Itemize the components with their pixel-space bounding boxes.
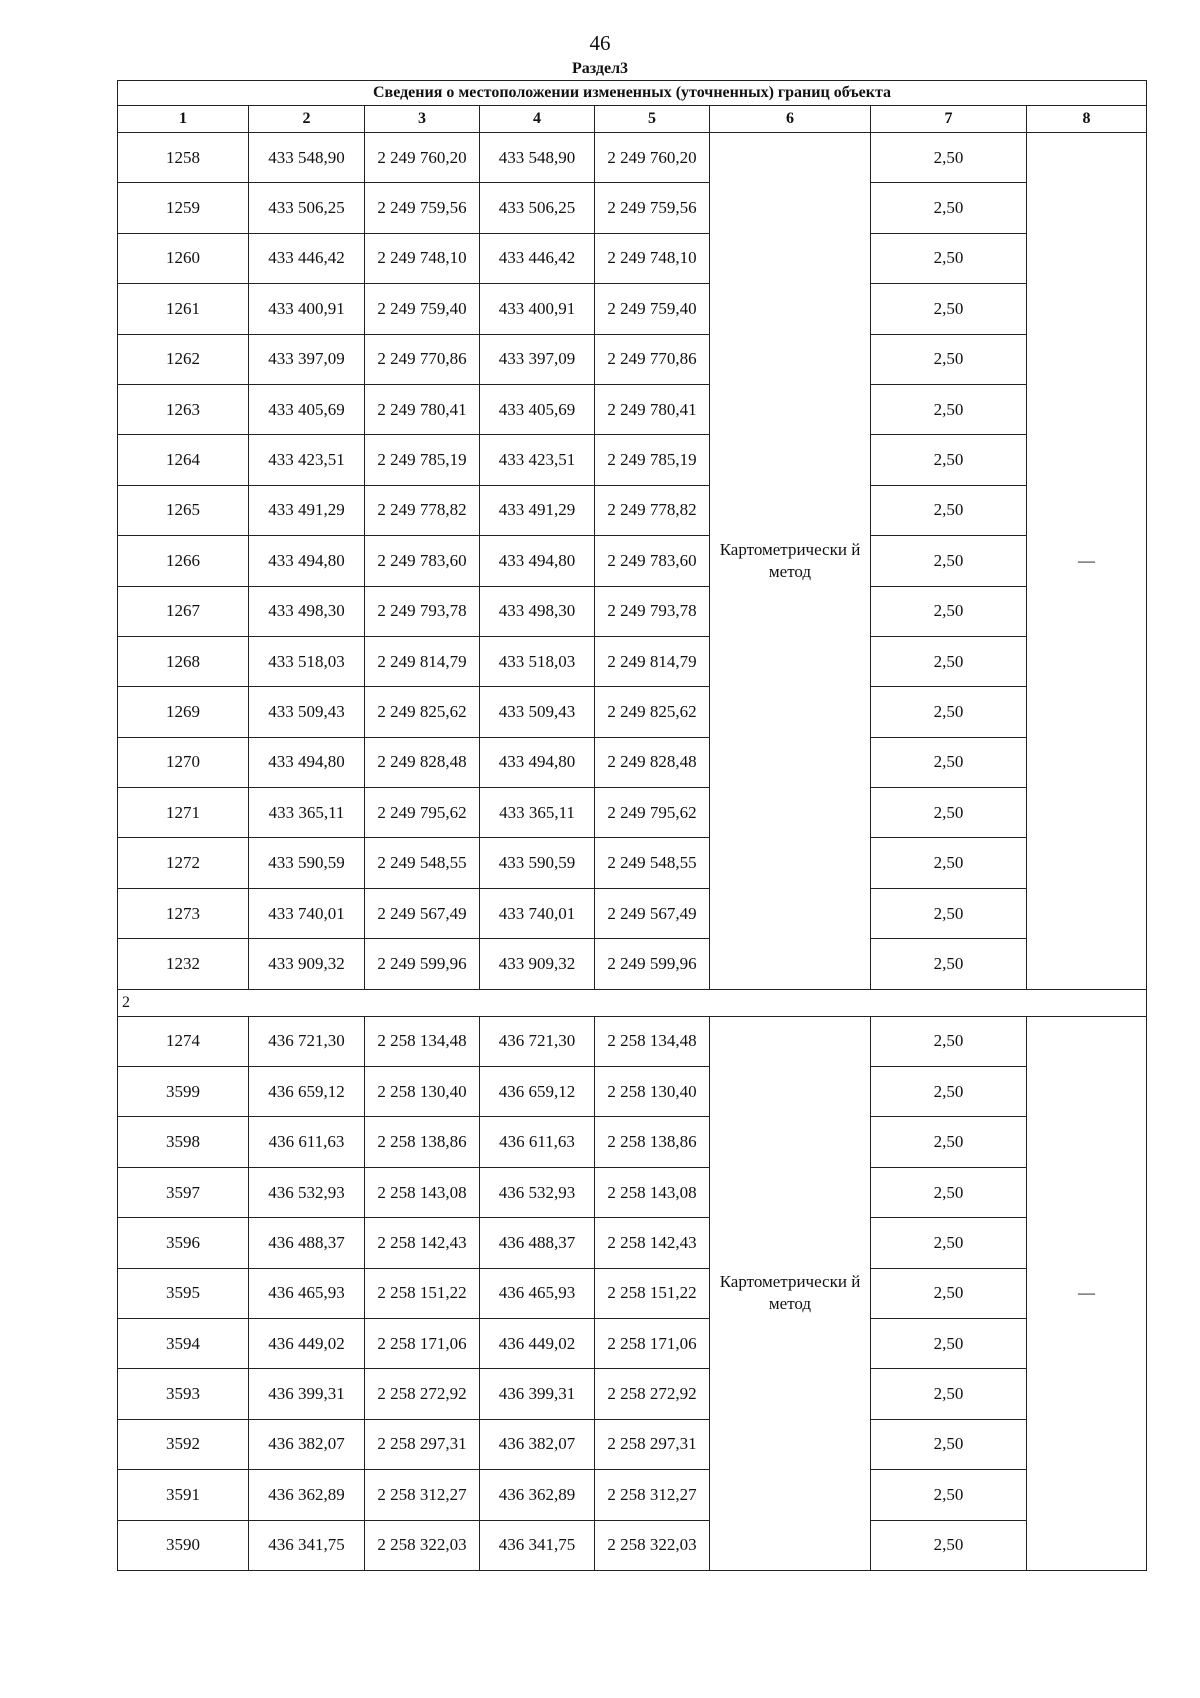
method-cell: Картометрически й метод <box>710 133 871 990</box>
y-existing-cell: 2 258 297,31 <box>365 1419 480 1469</box>
accuracy-cell: 2,50 <box>871 1016 1027 1066</box>
point-number-cell: 3591 <box>118 1470 249 1520</box>
accuracy-cell: 2,50 <box>871 334 1027 384</box>
point-number-cell: 1265 <box>118 485 249 535</box>
x-existing-cell: 433 397,09 <box>249 334 365 384</box>
y-new-cell: 2 258 297,31 <box>595 1419 710 1469</box>
x-existing-cell: 436 465,93 <box>249 1268 365 1318</box>
x-existing-cell: 436 382,07 <box>249 1419 365 1469</box>
point-number-cell: 1271 <box>118 788 249 838</box>
x-existing-cell: 433 506,25 <box>249 183 365 233</box>
accuracy-cell: 2,50 <box>871 133 1027 183</box>
x-existing-cell: 436 449,02 <box>249 1318 365 1368</box>
table-row <box>118 1470 1147 1520</box>
table-row <box>118 1268 1147 1318</box>
y-existing-cell: 2 258 171,06 <box>365 1318 480 1368</box>
y-existing-cell: 2 258 134,48 <box>365 1016 480 1066</box>
point-number-cell: 1267 <box>118 586 249 636</box>
column-header: 1 <box>118 106 249 133</box>
point-number-cell: 1270 <box>118 737 249 787</box>
table-row <box>118 687 1147 737</box>
table-row <box>118 1369 1147 1419</box>
point-number-cell: 1268 <box>118 636 249 686</box>
x-new-cell: 433 590,59 <box>480 838 595 888</box>
point-number-cell: 3598 <box>118 1117 249 1167</box>
y-existing-cell: 2 258 143,08 <box>365 1167 480 1217</box>
x-new-cell: 433 491,29 <box>480 485 595 535</box>
accuracy-cell: 2,50 <box>871 1419 1027 1469</box>
accuracy-cell: 2,50 <box>871 1067 1027 1117</box>
accuracy-cell: 2,50 <box>871 1369 1027 1419</box>
y-new-cell: 2 249 759,40 <box>595 284 710 334</box>
y-existing-cell: 2 249 783,60 <box>365 536 480 586</box>
x-new-cell: 433 548,90 <box>480 133 595 183</box>
x-new-cell: 433 518,03 <box>480 636 595 686</box>
table-row <box>118 1067 1147 1117</box>
point-number-cell: 1232 <box>118 939 249 989</box>
accuracy-cell: 2,50 <box>871 485 1027 535</box>
y-new-cell: 2 258 171,06 <box>595 1318 710 1368</box>
x-existing-cell: 436 532,93 <box>249 1167 365 1217</box>
column-header: 6 <box>710 106 871 133</box>
x-existing-cell: 433 498,30 <box>249 586 365 636</box>
y-new-cell: 2 249 814,79 <box>595 636 710 686</box>
x-existing-cell: 436 659,12 <box>249 1067 365 1117</box>
table-row <box>118 939 1147 989</box>
y-new-cell: 2 249 783,60 <box>595 536 710 586</box>
x-new-cell: 436 659,12 <box>480 1067 595 1117</box>
table-row <box>118 1167 1147 1217</box>
point-number-cell: 1264 <box>118 435 249 485</box>
y-existing-cell: 2 249 748,10 <box>365 233 480 283</box>
method-cell: Картометрически й метод <box>710 1016 871 1570</box>
y-existing-cell: 2 258 272,92 <box>365 1369 480 1419</box>
table-row <box>118 1218 1147 1268</box>
x-new-cell: 433 400,91 <box>480 284 595 334</box>
y-new-cell: 2 249 793,78 <box>595 586 710 636</box>
accuracy-cell: 2,50 <box>871 1470 1027 1520</box>
x-new-cell: 433 405,69 <box>480 384 595 434</box>
y-new-cell: 2 249 770,86 <box>595 334 710 384</box>
y-existing-cell: 2 249 599,96 <box>365 939 480 989</box>
section-title: Раздел3 <box>571 60 629 77</box>
accuracy-cell: 2,50 <box>871 687 1027 737</box>
x-existing-cell: 436 721,30 <box>249 1016 365 1066</box>
y-existing-cell: 2 249 825,62 <box>365 687 480 737</box>
y-new-cell: 2 258 130,40 <box>595 1067 710 1117</box>
point-number-cell: 1260 <box>118 233 249 283</box>
x-existing-cell: 436 488,37 <box>249 1218 365 1268</box>
x-existing-cell: 433 400,91 <box>249 284 365 334</box>
y-existing-cell: 2 249 770,86 <box>365 334 480 384</box>
accuracy-cell: 2,50 <box>871 586 1027 636</box>
y-new-cell: 2 249 785,19 <box>595 435 710 485</box>
accuracy-cell: 2,50 <box>871 1520 1027 1570</box>
accuracy-cell: 2,50 <box>871 284 1027 334</box>
y-existing-cell: 2 258 130,40 <box>365 1067 480 1117</box>
accuracy-cell: 2,50 <box>871 1318 1027 1368</box>
y-new-cell: 2 249 599,96 <box>595 939 710 989</box>
table-row <box>118 1016 1147 1066</box>
point-number-cell: 3593 <box>118 1369 249 1419</box>
y-existing-cell: 2 258 138,86 <box>365 1117 480 1167</box>
coordinates-table <box>117 80 1147 1571</box>
x-existing-cell: 433 590,59 <box>249 838 365 888</box>
y-new-cell: 2 249 780,41 <box>595 384 710 434</box>
accuracy-cell: 2,50 <box>871 939 1027 989</box>
y-existing-cell: 2 258 142,43 <box>365 1218 480 1268</box>
y-existing-cell: 2 249 795,62 <box>365 788 480 838</box>
y-new-cell: 2 258 151,22 <box>595 1268 710 1318</box>
table-row <box>118 284 1147 334</box>
table-row <box>118 183 1147 233</box>
point-number-cell: 1259 <box>118 183 249 233</box>
table-caption: Сведения о местоположении измененных (уточненных) границ объекта <box>118 81 1147 106</box>
x-new-cell: 436 465,93 <box>480 1268 595 1318</box>
table-row <box>118 888 1147 938</box>
y-new-cell: 2 258 142,43 <box>595 1218 710 1268</box>
point-number-cell: 1266 <box>118 536 249 586</box>
table-body <box>118 81 1147 1571</box>
accuracy-cell: 2,50 <box>871 1117 1027 1167</box>
table-row <box>118 133 1147 183</box>
y-new-cell: 2 258 134,48 <box>595 1016 710 1066</box>
y-new-cell: 2 258 138,86 <box>595 1117 710 1167</box>
accuracy-cell: 2,50 <box>871 636 1027 686</box>
x-new-cell: 433 365,11 <box>480 788 595 838</box>
x-new-cell: 436 382,07 <box>480 1419 595 1469</box>
x-existing-cell: 433 405,69 <box>249 384 365 434</box>
x-existing-cell: 436 341,75 <box>249 1520 365 1570</box>
y-new-cell: 2 258 312,27 <box>595 1470 710 1520</box>
x-new-cell: 436 399,31 <box>480 1369 595 1419</box>
y-existing-cell: 2 249 760,20 <box>365 133 480 183</box>
x-new-cell: 436 611,63 <box>480 1117 595 1167</box>
y-existing-cell: 2 249 567,49 <box>365 888 480 938</box>
table-row <box>118 233 1147 283</box>
y-existing-cell: 2 258 151,22 <box>365 1268 480 1318</box>
y-existing-cell: 2 249 759,56 <box>365 183 480 233</box>
contour-label: 2 <box>118 989 1147 1016</box>
y-new-cell: 2 249 795,62 <box>595 788 710 838</box>
table-row <box>118 1520 1147 1570</box>
x-existing-cell: 433 494,80 <box>249 737 365 787</box>
table-caption-row <box>118 81 1147 106</box>
x-new-cell: 433 446,42 <box>480 233 595 283</box>
point-number-cell: 3597 <box>118 1167 249 1217</box>
point-number-cell: 3592 <box>118 1419 249 1469</box>
column-header: 4 <box>480 106 595 133</box>
note-cell: — <box>1027 133 1147 990</box>
x-existing-cell: 436 362,89 <box>249 1470 365 1520</box>
point-number-cell: 1273 <box>118 888 249 938</box>
accuracy-cell: 2,50 <box>871 183 1027 233</box>
point-number-cell: 3590 <box>118 1520 249 1570</box>
y-existing-cell: 2 249 828,48 <box>365 737 480 787</box>
y-existing-cell: 2 249 778,82 <box>365 485 480 535</box>
point-number-cell: 3596 <box>118 1218 249 1268</box>
y-new-cell: 2 249 828,48 <box>595 737 710 787</box>
accuracy-cell: 2,50 <box>871 737 1027 787</box>
accuracy-cell: 2,50 <box>871 233 1027 283</box>
y-new-cell: 2 249 760,20 <box>595 133 710 183</box>
accuracy-cell: 2,50 <box>871 838 1027 888</box>
column-header: 2 <box>249 106 365 133</box>
y-existing-cell: 2 249 793,78 <box>365 586 480 636</box>
x-existing-cell: 433 740,01 <box>249 888 365 938</box>
x-existing-cell: 433 518,03 <box>249 636 365 686</box>
x-existing-cell: 433 909,32 <box>249 939 365 989</box>
y-existing-cell: 2 249 780,41 <box>365 384 480 434</box>
point-number-cell: 1261 <box>118 284 249 334</box>
x-new-cell: 433 397,09 <box>480 334 595 384</box>
accuracy-cell: 2,50 <box>871 1268 1027 1318</box>
y-new-cell: 2 249 548,55 <box>595 838 710 888</box>
accuracy-cell: 2,50 <box>871 788 1027 838</box>
y-new-cell: 2 249 825,62 <box>595 687 710 737</box>
column-header: 5 <box>595 106 710 133</box>
table-row <box>118 384 1147 434</box>
y-existing-cell: 2 249 548,55 <box>365 838 480 888</box>
table-row <box>118 586 1147 636</box>
accuracy-cell: 2,50 <box>871 384 1027 434</box>
x-new-cell: 433 494,80 <box>480 737 595 787</box>
table-row <box>118 737 1147 787</box>
y-new-cell: 2 249 567,49 <box>595 888 710 938</box>
x-new-cell: 436 449,02 <box>480 1318 595 1368</box>
table-row <box>118 1117 1147 1167</box>
point-number-cell: 1269 <box>118 687 249 737</box>
table-row <box>118 838 1147 888</box>
note-cell: — <box>1027 1016 1147 1570</box>
y-new-cell: 2 249 778,82 <box>595 485 710 535</box>
column-header: 7 <box>871 106 1027 133</box>
y-existing-cell: 2 249 759,40 <box>365 284 480 334</box>
x-existing-cell: 433 446,42 <box>249 233 365 283</box>
x-new-cell: 433 498,30 <box>480 586 595 636</box>
y-new-cell: 2 249 748,10 <box>595 233 710 283</box>
x-new-cell: 436 341,75 <box>480 1520 595 1570</box>
x-new-cell: 436 488,37 <box>480 1218 595 1268</box>
y-existing-cell: 2 249 814,79 <box>365 636 480 686</box>
x-new-cell: 433 909,32 <box>480 939 595 989</box>
y-new-cell: 2 258 272,92 <box>595 1369 710 1419</box>
x-existing-cell: 433 365,11 <box>249 788 365 838</box>
y-existing-cell: 2 258 322,03 <box>365 1520 480 1570</box>
table-row <box>118 788 1147 838</box>
page-number: 46 <box>589 31 611 55</box>
accuracy-cell: 2,50 <box>871 1218 1027 1268</box>
column-header: 3 <box>365 106 480 133</box>
contour-label-row <box>118 989 1147 1016</box>
y-new-cell: 2 258 322,03 <box>595 1520 710 1570</box>
x-new-cell: 436 362,89 <box>480 1470 595 1520</box>
point-number-cell: 1258 <box>118 133 249 183</box>
accuracy-cell: 2,50 <box>871 536 1027 586</box>
table-row <box>118 334 1147 384</box>
x-new-cell: 436 532,93 <box>480 1167 595 1217</box>
y-new-cell: 2 249 759,56 <box>595 183 710 233</box>
x-existing-cell: 433 494,80 <box>249 536 365 586</box>
y-existing-cell: 2 258 312,27 <box>365 1470 480 1520</box>
table-row <box>118 1318 1147 1368</box>
x-existing-cell: 433 509,43 <box>249 687 365 737</box>
point-number-cell: 1263 <box>118 384 249 434</box>
x-existing-cell: 433 423,51 <box>249 435 365 485</box>
point-number-cell: 3594 <box>118 1318 249 1368</box>
point-number-cell: 3599 <box>118 1067 249 1117</box>
accuracy-cell: 2,50 <box>871 888 1027 938</box>
x-existing-cell: 436 611,63 <box>249 1117 365 1167</box>
table-row <box>118 536 1147 586</box>
x-new-cell: 433 494,80 <box>480 536 595 586</box>
point-number-cell: 3595 <box>118 1268 249 1318</box>
y-new-cell: 2 258 143,08 <box>595 1167 710 1217</box>
x-new-cell: 433 423,51 <box>480 435 595 485</box>
x-new-cell: 433 740,01 <box>480 888 595 938</box>
y-existing-cell: 2 249 785,19 <box>365 435 480 485</box>
column-header: 8 <box>1027 106 1147 133</box>
x-existing-cell: 433 491,29 <box>249 485 365 535</box>
table-row <box>118 1419 1147 1469</box>
column-header-row <box>118 106 1147 133</box>
point-number-cell: 1274 <box>118 1016 249 1066</box>
accuracy-cell: 2,50 <box>871 435 1027 485</box>
accuracy-cell: 2,50 <box>871 1167 1027 1217</box>
x-existing-cell: 436 399,31 <box>249 1369 365 1419</box>
x-existing-cell: 433 548,90 <box>249 133 365 183</box>
x-new-cell: 433 506,25 <box>480 183 595 233</box>
x-new-cell: 433 509,43 <box>480 687 595 737</box>
x-new-cell: 436 721,30 <box>480 1016 595 1066</box>
table-row <box>118 636 1147 686</box>
point-number-cell: 1262 <box>118 334 249 384</box>
table-row <box>118 435 1147 485</box>
point-number-cell: 1272 <box>118 838 249 888</box>
table-row <box>118 485 1147 535</box>
